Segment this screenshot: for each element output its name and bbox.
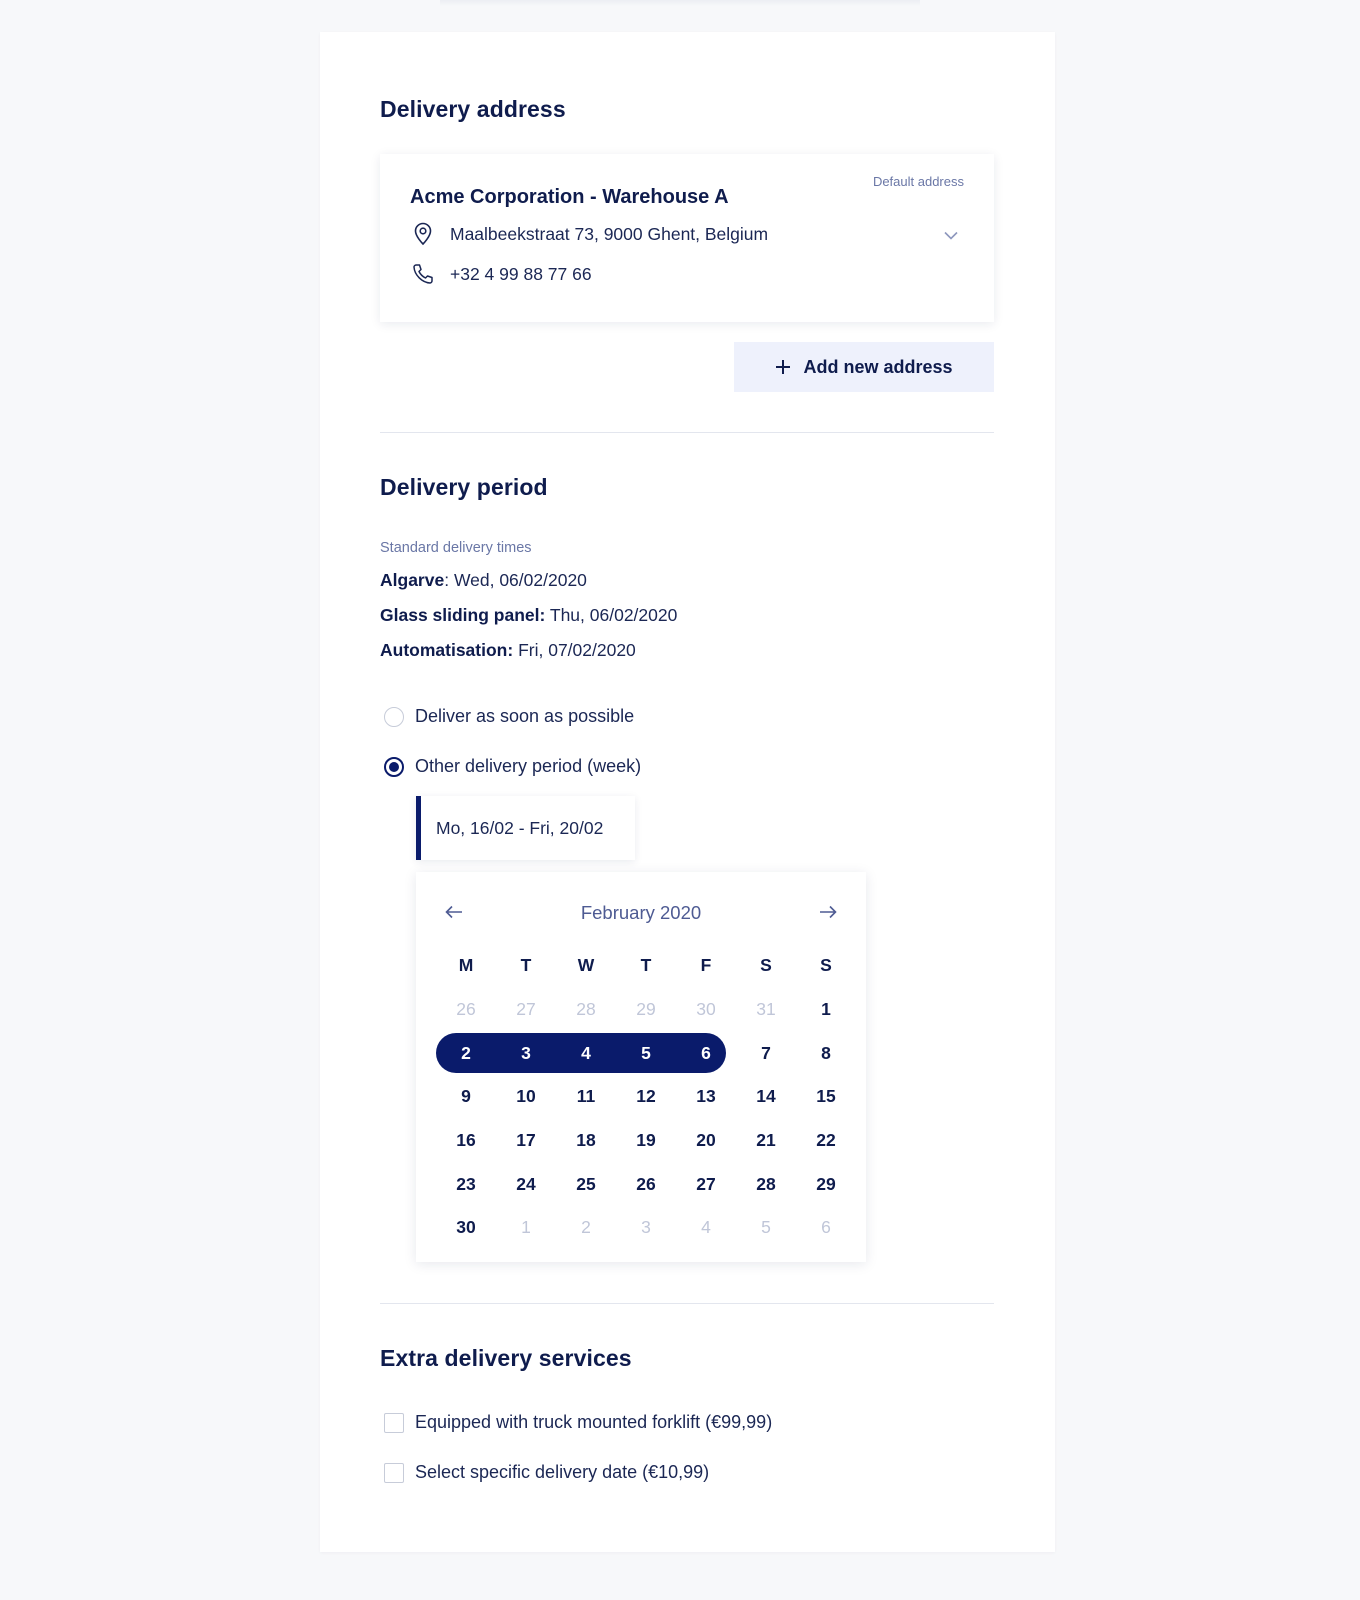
checkbox-forklift[interactable] [384, 1412, 772, 1433]
weekday-row [436, 944, 856, 988]
calendar-day: 6 [821, 1217, 831, 1238]
calendar-day-selected[interactable]: 2 [461, 1042, 471, 1063]
weekday-label: T [640, 955, 652, 976]
calendar [416, 872, 866, 1262]
calendar-week [436, 1162, 856, 1206]
radio-button[interactable] [384, 707, 404, 727]
checkbox[interactable] [384, 1463, 404, 1483]
add-new-address-button[interactable] [734, 342, 994, 392]
calendar-day[interactable]: 26 [636, 1173, 656, 1194]
calendar-day[interactable]: 16 [456, 1130, 476, 1151]
calendar-day[interactable]: 13 [696, 1086, 716, 1107]
calendar-day[interactable]: 22 [816, 1130, 836, 1151]
calendar-day[interactable]: 15 [816, 1086, 836, 1107]
calendar-day[interactable]: 12 [636, 1086, 656, 1107]
arrow-right-icon[interactable] [816, 900, 840, 924]
calendar-day[interactable]: 11 [576, 1086, 596, 1107]
checkbox[interactable] [384, 1413, 404, 1433]
calendar-day[interactable]: 17 [516, 1130, 536, 1151]
standard-time-row: Algarve: Wed, 06/02/2020 [380, 570, 587, 590]
calendar-day: 27 [516, 999, 536, 1020]
calendar-week [436, 1206, 856, 1250]
checkbox-specific-date-label: Select specific delivery date (€10,99) [415, 1462, 710, 1482]
weekday-label: S [820, 955, 832, 976]
phone-icon [410, 261, 436, 287]
extra-services-title: Extra delivery services [380, 1345, 632, 1371]
top-shadow [440, 0, 920, 6]
phone-line [410, 261, 592, 287]
divider [380, 1303, 994, 1304]
calendar-day: 4 [701, 1217, 711, 1238]
calendar-day[interactable]: 30 [456, 1217, 476, 1238]
weekday-label: S [760, 955, 772, 976]
phone-text: +32 4 99 88 77 66 [450, 263, 592, 284]
calendar-day: 28 [576, 999, 596, 1020]
standard-time-product: Algarve [380, 570, 445, 590]
calendar-day[interactable]: 29 [816, 1173, 836, 1194]
calendar-month-label: February 2020 [580, 902, 702, 923]
calendar-day: 1 [521, 1217, 531, 1238]
location-pin-icon [410, 221, 436, 247]
calendar-day-selected[interactable]: 6 [701, 1042, 711, 1063]
calendar-day[interactable]: 19 [636, 1130, 656, 1151]
standard-time-product: Glass sliding panel: [380, 605, 546, 625]
calendar-week [436, 988, 856, 1032]
calendar-day[interactable]: 7 [761, 1042, 771, 1063]
weekday-label: W [577, 955, 595, 976]
calendar-day[interactable]: 9 [461, 1086, 471, 1107]
calendar-week-selected [436, 1031, 856, 1075]
radio-asap[interactable] [384, 706, 634, 727]
standard-time-product: Automatisation: [380, 640, 514, 660]
delivery-address-title: Delivery address [380, 96, 566, 122]
calendar-day-selected[interactable]: 4 [581, 1042, 591, 1063]
calendar-day: 5 [761, 1217, 771, 1238]
calendar-day[interactable]: 10 [516, 1086, 536, 1107]
standard-time-row [380, 640, 636, 661]
calendar-day[interactable]: 25 [576, 1173, 596, 1194]
checkbox-specific-date[interactable] [384, 1462, 709, 1483]
delivery-period-input[interactable]: Mo, 16/02 - Fri, 20/02 [416, 796, 635, 860]
calendar-day: 26 [456, 999, 476, 1020]
weekday-label: F [700, 955, 712, 976]
calendar-day[interactable]: 18 [576, 1130, 596, 1151]
checkbox-forklift-label: Equipped with truck mounted forklift (€99,99) [415, 1412, 773, 1432]
calendar-day: 3 [641, 1217, 651, 1238]
standard-time-row [380, 605, 677, 626]
calendar-day: 30 [696, 999, 716, 1020]
delivery-period-title: Delivery period [380, 474, 548, 500]
calendar-day: 29 [636, 999, 656, 1020]
standard-time-date: Wed, 06/02/2020 [453, 570, 587, 590]
calendar-day[interactable]: 27 [696, 1173, 716, 1194]
calendar-day-selected[interactable]: 5 [641, 1042, 651, 1063]
weekday-label: M [458, 955, 474, 976]
calendar-day-selected[interactable]: 3 [521, 1042, 531, 1063]
calendar-day[interactable]: 1 [821, 999, 831, 1020]
standard-time-date: Fri, 07/02/2020 [518, 640, 636, 660]
plus-icon [775, 359, 791, 375]
radio-other-period-label: Other delivery period (week) [415, 756, 642, 776]
calendar-grid [436, 944, 856, 1250]
calendar-day[interactable]: 24 [516, 1173, 536, 1194]
calendar-day[interactable]: 8 [821, 1042, 831, 1063]
calendar-week [436, 1119, 856, 1163]
weekday-label: T [520, 955, 532, 976]
divider [380, 432, 994, 433]
checkout-card [320, 32, 1055, 1552]
radio-button-checked[interactable] [384, 757, 404, 777]
address-card[interactable] [380, 154, 994, 322]
calendar-day[interactable]: 21 [756, 1130, 776, 1151]
calendar-day[interactable]: 20 [696, 1130, 716, 1151]
radio-other-period[interactable] [384, 756, 641, 777]
calendar-day[interactable]: 23 [456, 1173, 476, 1194]
calendar-day: 31 [756, 999, 776, 1020]
default-address-label: Default address [872, 174, 964, 189]
chevron-down-icon[interactable] [942, 226, 960, 244]
address-text: Maalbeekstraat 73, 9000 Ghent, Belgium [450, 223, 769, 244]
standard-time-date: Thu, 06/02/2020 [549, 605, 678, 625]
calendar-day[interactable]: 14 [756, 1086, 776, 1107]
address-name: Acme Corporation - Warehouse A [410, 186, 729, 208]
add-new-address-label: Add new address [803, 356, 953, 377]
calendar-week [436, 1075, 856, 1119]
calendar-day: 2 [581, 1217, 591, 1238]
standard-delivery-label: Standard delivery times [380, 540, 532, 556]
calendar-day[interactable]: 28 [756, 1173, 776, 1194]
address-line [410, 221, 768, 247]
radio-asap-label: Deliver as soon as possible [415, 706, 635, 726]
